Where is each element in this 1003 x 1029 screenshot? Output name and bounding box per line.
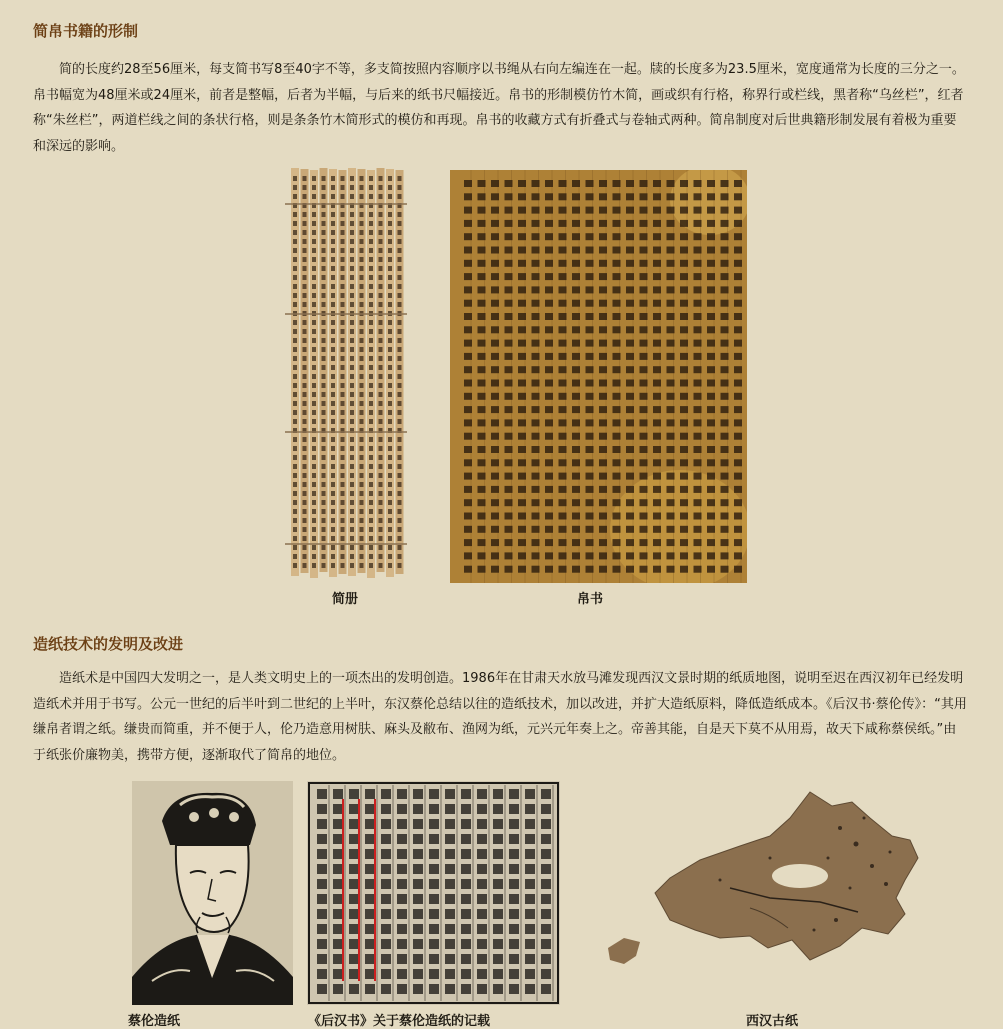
bamboo-slips-image — [279, 164, 411, 584]
cai-lun-caption: 蔡伦造纸 — [128, 1014, 181, 1029]
section-paragraph-papermaking: 造纸术是中国四大发明之一，是人类文明史上的一项杰出的发明创造。1986年在甘肃天水放马滩发现西汉文景时期的纸质地图，说明至迟在西汉初年已经发明造纸术并用于书写。公元一世纪的后半叶到二世纪的上半叶，东汉蔡伦总结以往的造纸技术，加以改进，并扩大造纸原料，降低造纸成本。《后汉书·蔡伦传》：“其用缣帛者谓之纸。缣贵而简重，并不便于人，伦乃造意用树肤、麻头及敝布、渔网为纸，元兴元年奏上之。帝善其能，自是天下莫不从用焉，故天下咸称蔡侯纸。”由于纸张价廉物美，携带方便，逐渐取代了简帛的地位。 — [33, 671, 967, 763]
section-paragraph-bamboo-silk: 简的长度约28至56厘米，每支简书写8至40字不等，多支简按照内容顺序以书绳从右向左编连在一起。牍的长度多为23.5厘米，宽度通常为长度的三分之一。帛书幅宽为48厘米或24厘米，前者是整幅，后者为半幅，与后来的纸书尺幅接近。帛书的形制模仿竹木简，画或织有行格，称界行或栏线，黑者称“乌丝栏”，红者称“朱丝栏”，两道栏线之间的条状行格，则是条条竹木简形式的模仿和再现。帛书的收藏方式有折叠式与卷轴式两种。简帛制度对后世典籍形制发展有着极为重要和深远的影响。 — [33, 62, 965, 154]
silk-manuscript-caption: 帛书 — [576, 592, 603, 607]
western-han-paper-caption: 西汉古纸 — [745, 1014, 798, 1029]
silk-manuscript-image — [450, 170, 747, 583]
hou-han-shu-page-image — [307, 781, 560, 1005]
hou-han-shu-caption: 《后汉书》关于蔡伦造纸的记载 — [308, 1014, 491, 1029]
bamboo-slips-caption: 简册 — [331, 592, 358, 607]
section-title-bamboo-silk: 简帛书籍的形制 — [33, 22, 139, 40]
western-han-paper-image — [600, 788, 925, 983]
cai-lun-portrait-image — [132, 781, 293, 1005]
section-title-papermaking: 造纸技术的发明及改进 — [33, 635, 184, 653]
